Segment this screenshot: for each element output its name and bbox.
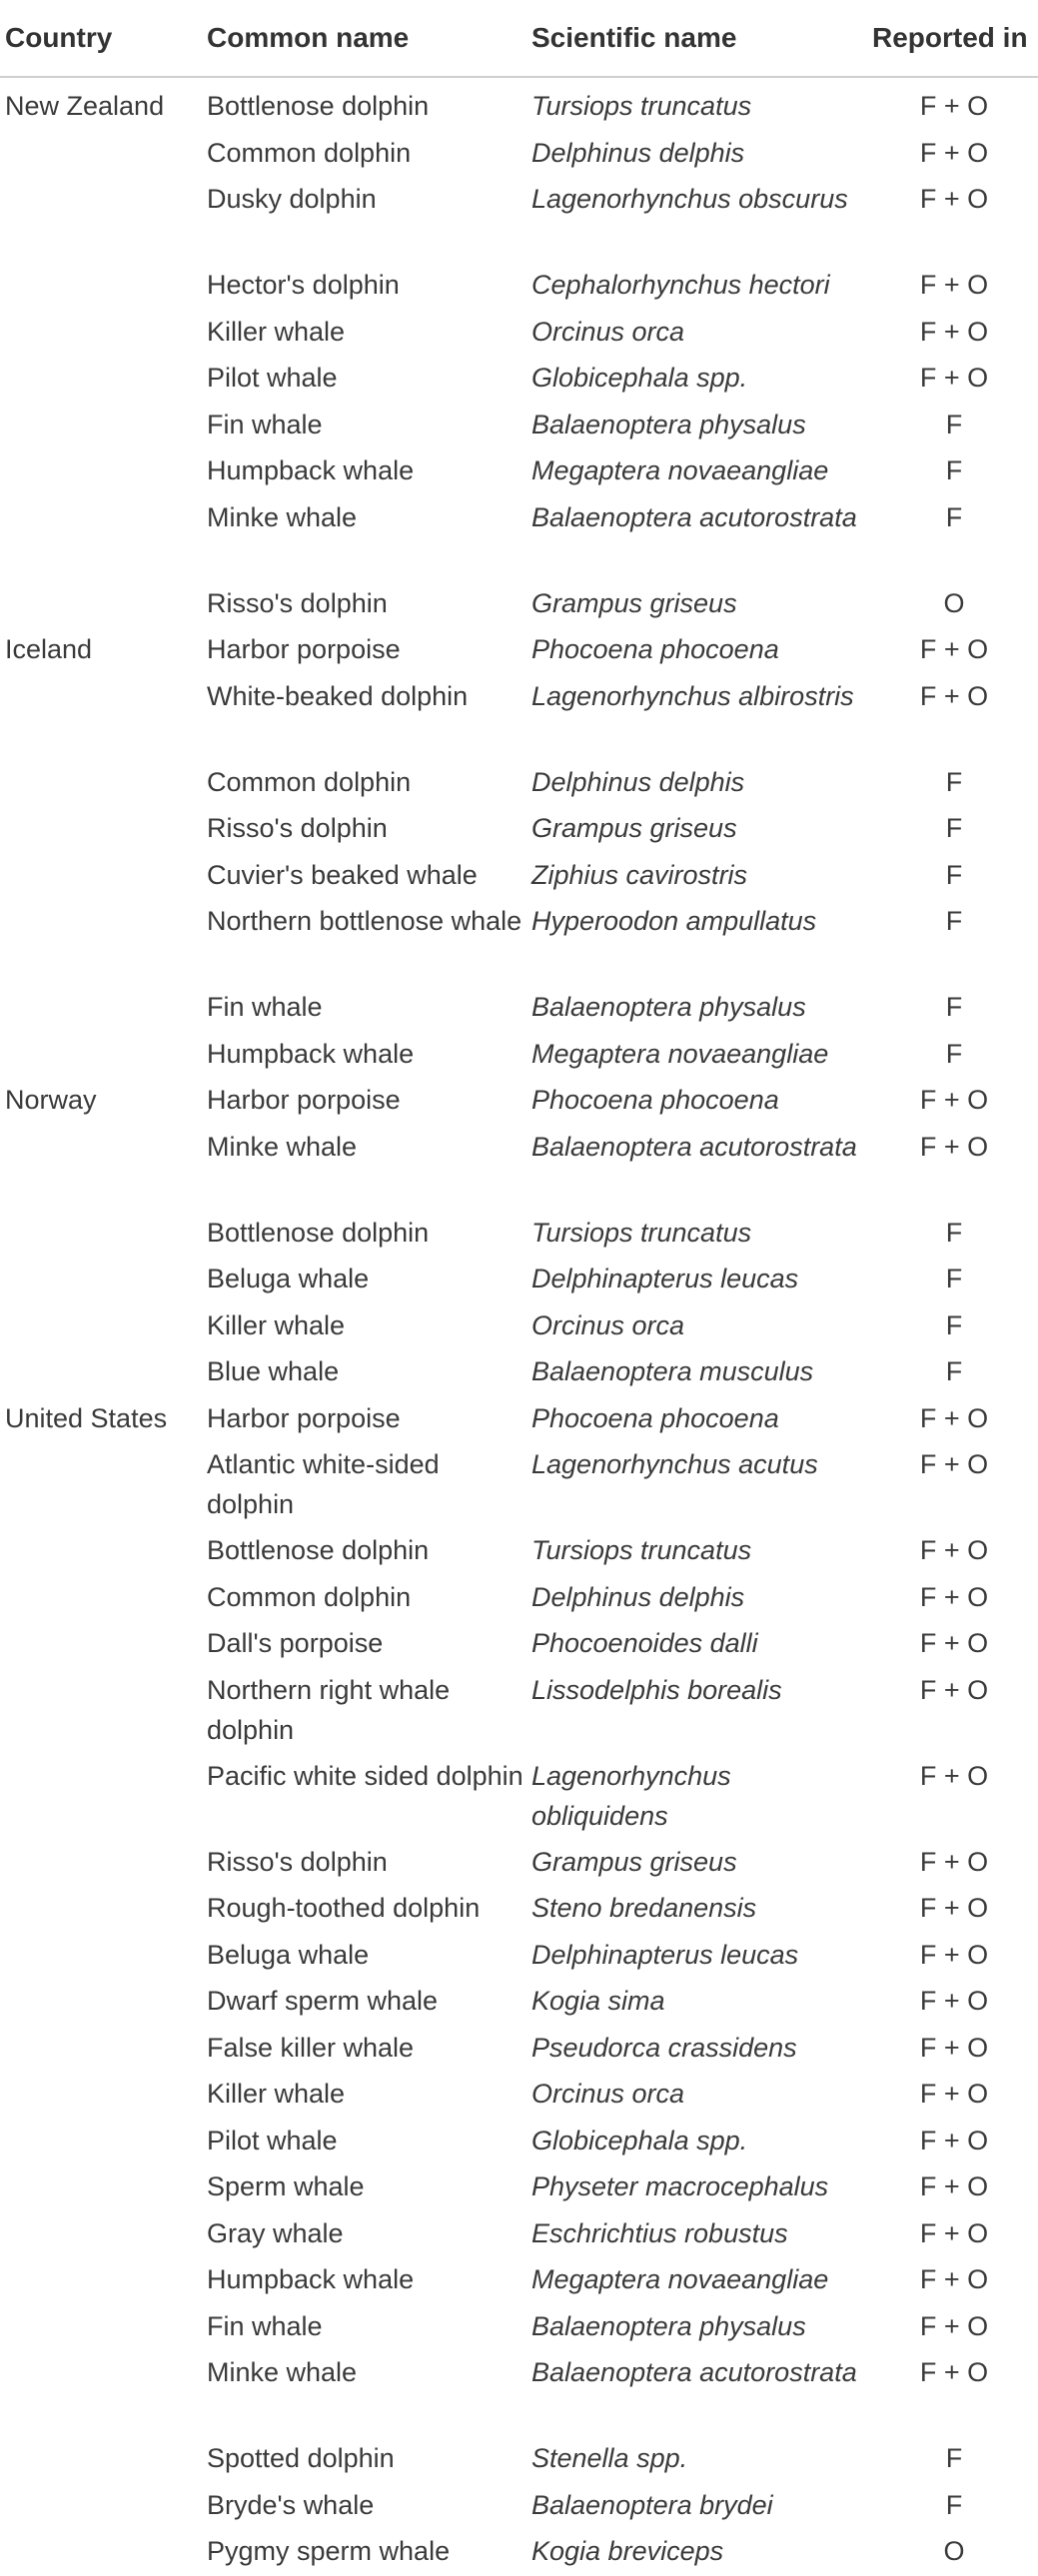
cell-common-name: Killer whale — [207, 1309, 346, 1340]
cell-common-name: Cuvier's beaked whale — [207, 859, 478, 890]
cell-scientific-name: Tursiops truncatus — [531, 1535, 752, 1565]
cell-reported-in: F + O — [919, 137, 989, 168]
cell-reported-in: F + O — [919, 184, 989, 214]
table-row — [0, 304, 1038, 351]
cell-reported-in: F + O — [919, 1535, 989, 1565]
cell-common-name: Bryde's whale — [207, 2489, 375, 2520]
cell-scientific-name: Balaenoptera physalus — [531, 992, 806, 1022]
cell-scientific-name: Hyperoodon ampullatus — [531, 906, 817, 936]
cell-scientific-name: Lagenorhynchus acutus — [531, 1449, 818, 1479]
cell-reported-in: F — [945, 409, 963, 439]
cell-country: New Zealand — [5, 91, 165, 121]
table-row — [0, 1205, 1038, 1252]
cell-common-name: Fin whale — [207, 992, 323, 1022]
table-row — [0, 1251, 1038, 1297]
cell-scientific-name: Phocoena phocoena — [531, 1085, 779, 1115]
cell-scientific-name: Grampus griseus — [531, 1846, 737, 1877]
cell-common-name: Bottlenose dolphin — [207, 91, 430, 121]
cell-scientific-name: Grampus griseus — [531, 587, 737, 618]
table-row — [0, 2113, 1038, 2159]
cell-reported-in: F + O — [919, 680, 989, 711]
table-row — [0, 1834, 1038, 1881]
cell-common-name: Harbor porpoise — [207, 634, 401, 664]
cell-country: Norway — [5, 1085, 97, 1115]
table-row — [0, 257, 1038, 304]
table-row — [0, 1927, 1038, 1974]
header-common-name: Common name — [207, 22, 410, 53]
cell-common-name: Bottlenose dolphin — [207, 1535, 430, 1565]
cell-common-name: Harbor porpoise — [207, 1402, 401, 1433]
table-row — [0, 2205, 1038, 2252]
table-row — [0, 979, 1038, 1026]
table-row — [0, 2020, 1038, 2067]
cell-reported-in: F + O — [919, 2032, 989, 2063]
table-row — [0, 668, 1038, 754]
cell-reported-in: F + O — [919, 2310, 989, 2341]
cell-reported-in: F — [945, 992, 963, 1022]
cell-reported-in: F — [945, 1038, 963, 1069]
cell-common-name: Pygmy sperm whale — [207, 2536, 451, 2566]
cell-reported-in: F — [945, 2489, 963, 2520]
cell-reported-in: F + O — [919, 1986, 989, 2016]
cell-common-name: Rough-toothed dolphin — [207, 1893, 481, 1923]
cell-scientific-name: Balaenoptera acutorostrata — [531, 1131, 857, 1162]
cell-common-name: Minke whale — [207, 501, 358, 532]
cell-reported-in: F + O — [919, 316, 989, 347]
cell-scientific-name: Phocoena phocoena — [531, 1402, 779, 1433]
table-row — [0, 621, 1038, 668]
table-row — [0, 442, 1038, 489]
cell-scientific-name: Kogia breviceps — [531, 2536, 724, 2566]
cell-scientific-name: Lagenorhynchus obliquidens — [531, 1760, 731, 1831]
table-row — [0, 78, 1038, 125]
cell-common-name: Spotted dolphin — [207, 2443, 395, 2473]
table-row — [0, 1343, 1038, 1390]
cell-scientific-name: Balaenoptera physalus — [531, 2310, 806, 2341]
cell-scientific-name: Balaenoptera musculus — [531, 1356, 814, 1386]
cell-scientific-name: Globicephala spp. — [531, 2125, 748, 2155]
cell-reported-in: F + O — [919, 91, 989, 121]
cell-reported-in: F + O — [919, 1449, 989, 1479]
table-row — [0, 2251, 1038, 2298]
cell-scientific-name: Eschrichtius robustus — [531, 2217, 788, 2248]
cell-scientific-name: Cephalorhynchus hectori — [531, 270, 830, 300]
cell-reported-in: F + O — [919, 1674, 989, 1705]
table-row — [0, 489, 1038, 575]
cell-scientific-name: Phocoenoides dalli — [531, 1628, 758, 1658]
cell-country: United States — [5, 1402, 168, 1433]
cell-reported-in: F + O — [919, 2357, 989, 2387]
cell-reported-in: F — [945, 766, 963, 797]
cell-country: Iceland — [5, 634, 93, 664]
cell-common-name: Dwarf sperm whale — [207, 1986, 439, 2016]
cell-scientific-name: Megaptera novaeangliae — [531, 2264, 829, 2294]
cell-common-name: Minke whale — [207, 2357, 358, 2387]
cell-scientific-name: Delphinus delphis — [531, 766, 745, 797]
cell-reported-in: F + O — [919, 634, 989, 664]
table-row — [0, 2158, 1038, 2205]
table-header — [0, 0, 1038, 78]
cell-common-name: Pilot whale — [207, 2125, 338, 2155]
cell-common-name: Beluga whale — [207, 1264, 370, 1293]
table-row — [0, 171, 1038, 257]
cell-scientific-name: Kogia sima — [531, 1986, 665, 2016]
cell-scientific-name: Megaptera novaeangliae — [531, 1038, 829, 1069]
cell-reported-in: F + O — [919, 1581, 989, 1612]
cell-scientific-name: Orcinus orca — [531, 316, 685, 347]
table-row — [0, 847, 1038, 894]
table-row — [0, 754, 1038, 801]
cell-common-name: Blue whale — [207, 1356, 340, 1386]
cell-common-name: Humpback whale — [207, 2264, 415, 2294]
cell-reported-in: F + O — [919, 1085, 989, 1115]
header-country: Country — [5, 22, 113, 53]
cell-reported-in: F + O — [919, 1893, 989, 1923]
cell-scientific-name: Balaenoptera acutorostrata — [531, 501, 857, 532]
cell-scientific-name: Lagenorhynchus albirostris — [531, 680, 854, 711]
table-row — [0, 575, 1038, 622]
cell-common-name: False killer whale — [207, 2032, 415, 2063]
cell-common-name: Risso's dolphin — [207, 1846, 388, 1877]
cell-reported-in: F + O — [919, 2217, 989, 2248]
table-row — [0, 125, 1038, 172]
cell-common-name: Northern bottlenose whale — [207, 906, 522, 936]
cell-common-name: Common dolphin — [207, 1581, 412, 1612]
table-row — [0, 1880, 1038, 1927]
cell-common-name: Dall's porpoise — [207, 1628, 384, 1658]
cell-reported-in: F — [945, 859, 963, 890]
cell-common-name: Pacific white sided dolphin — [207, 1760, 523, 1791]
cell-scientific-name: Lissodelphis borealis — [531, 1674, 782, 1705]
header-scientific-name: Scientific name — [531, 22, 737, 53]
cell-scientific-name: Delphinapterus leucas — [531, 1264, 799, 1293]
cell-common-name: Harbor porpoise — [207, 1085, 401, 1115]
cell-common-name: Fin whale — [207, 409, 323, 439]
cell-scientific-name: Delphinapterus leucas — [531, 1939, 799, 1970]
cell-scientific-name: Balaenoptera acutorostrata — [531, 2357, 857, 2387]
header-reported-in: Reported in — [872, 22, 1028, 53]
cell-scientific-name: Phocoena phocoena — [531, 634, 779, 664]
cell-common-name: Common dolphin — [207, 137, 412, 168]
table-row — [0, 2523, 1038, 2570]
cell-reported-in: F + O — [919, 2171, 989, 2201]
cell-reported-in: F + O — [919, 270, 989, 300]
cell-common-name: Sperm whale — [207, 2171, 365, 2201]
table-row — [0, 1522, 1038, 1569]
table-row — [0, 1615, 1038, 1662]
cell-reported-in: F + O — [919, 1760, 989, 1791]
cell-reported-in: F + O — [919, 2264, 989, 2294]
table-row — [0, 1026, 1038, 1073]
table-row — [0, 397, 1038, 443]
table-row — [0, 2344, 1038, 2430]
table-row — [0, 1436, 1038, 1522]
cell-reported-in: F — [945, 1264, 963, 1293]
table-row — [0, 1748, 1038, 1834]
cell-scientific-name: Orcinus orca — [531, 2079, 685, 2109]
cell-common-name: Gray whale — [207, 2217, 344, 2248]
cell-common-name: Risso's dolphin — [207, 813, 388, 843]
cell-scientific-name: Stenella spp. — [531, 2443, 688, 2473]
cell-scientific-name: Balaenoptera brydei — [531, 2489, 773, 2520]
cell-scientific-name: Orcinus orca — [531, 1309, 685, 1340]
cell-scientific-name: Tursiops truncatus — [531, 1217, 752, 1248]
cell-reported-in: F + O — [919, 1628, 989, 1658]
table-row — [0, 2298, 1038, 2345]
cell-reported-in: F + O — [919, 1939, 989, 1970]
cell-scientific-name: Ziphius cavirostris — [531, 859, 748, 890]
cell-reported-in: F + O — [919, 1402, 989, 1433]
cell-scientific-name: Grampus griseus — [531, 813, 737, 843]
cell-common-name: Minke whale — [207, 1131, 358, 1162]
table-row — [0, 1072, 1038, 1119]
table-row — [0, 893, 1038, 979]
cell-common-name: Killer whale — [207, 316, 346, 347]
cell-reported-in: F + O — [919, 363, 989, 393]
cell-scientific-name: Delphinus delphis — [531, 1581, 745, 1612]
table-row — [0, 2477, 1038, 2524]
cell-reported-in: F — [945, 906, 963, 936]
table-row — [0, 350, 1038, 397]
cell-reported-in: F — [945, 501, 963, 532]
cell-common-name: Humpback whale — [207, 455, 415, 485]
cell-common-name: Humpback whale — [207, 1038, 415, 1069]
cell-common-name: Pilot whale — [207, 363, 338, 393]
cell-scientific-name: Delphinus delphis — [531, 137, 745, 168]
cell-reported-in: F — [945, 1217, 963, 1248]
table-row — [0, 1569, 1038, 1616]
cell-reported-in: F + O — [919, 1846, 989, 1877]
cell-common-name: Common dolphin — [207, 766, 412, 797]
table-row — [0, 1390, 1038, 1437]
table-body — [0, 78, 1038, 2570]
cell-reported-in: F — [945, 813, 963, 843]
cell-scientific-name: Pseudorca crassidens — [531, 2032, 797, 2063]
table-row — [0, 1297, 1038, 1344]
cell-common-name: Hector's dolphin — [207, 270, 400, 300]
cell-common-name: Beluga whale — [207, 1939, 370, 1970]
cell-scientific-name: Lagenorhynchus obscurus — [531, 184, 848, 214]
cell-common-name: Atlantic white-sided dolphin — [207, 1449, 440, 1519]
cell-scientific-name: Megaptera novaeangliae — [531, 455, 829, 485]
table-row — [0, 1973, 1038, 2020]
cell-reported-in: F — [945, 455, 963, 485]
cell-scientific-name: Tursiops truncatus — [531, 91, 752, 121]
cell-reported-in: F + O — [919, 2079, 989, 2109]
cell-common-name: Fin whale — [207, 2310, 323, 2341]
table-row — [0, 1119, 1038, 1205]
table-row — [0, 1662, 1038, 1748]
cell-scientific-name: Globicephala spp. — [531, 363, 748, 393]
cell-common-name: Bottlenose dolphin — [207, 1217, 430, 1248]
cell-common-name: Killer whale — [207, 2079, 346, 2109]
cell-reported-in: O — [943, 2536, 965, 2566]
cell-common-name: Dusky dolphin — [207, 184, 377, 214]
cell-scientific-name: Steno bredanensis — [531, 1893, 757, 1923]
cell-common-name: White-beaked dolphin — [207, 680, 469, 711]
cell-reported-in: F — [945, 1356, 963, 1386]
cell-reported-in: F — [945, 1309, 963, 1340]
table-row — [0, 2430, 1038, 2477]
cell-reported-in: F + O — [919, 2125, 989, 2155]
cell-reported-in: O — [943, 587, 965, 618]
cell-scientific-name: Physeter macrocephalus — [531, 2171, 829, 2201]
cell-reported-in: F — [945, 2443, 963, 2473]
cell-common-name: Northern right whale dolphin — [207, 1674, 451, 1745]
cell-common-name: Risso's dolphin — [207, 587, 388, 618]
table-row — [0, 2066, 1038, 2113]
table-row — [0, 800, 1038, 847]
cell-reported-in: F + O — [919, 1131, 989, 1162]
cell-scientific-name: Balaenoptera physalus — [531, 409, 806, 439]
